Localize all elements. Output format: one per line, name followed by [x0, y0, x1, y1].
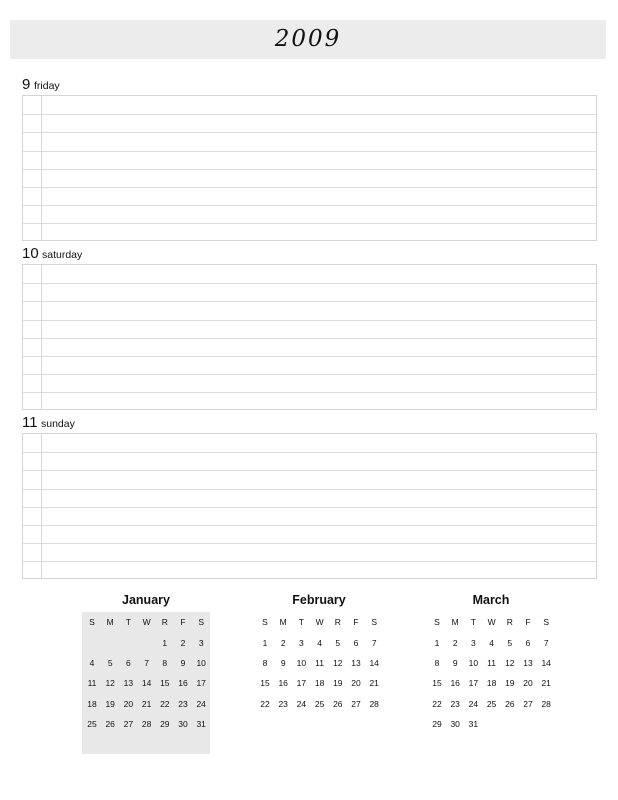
weekday-header: M — [451, 617, 459, 627]
calendar-day: 8 — [162, 658, 168, 669]
calendar-day: 6 — [126, 658, 131, 669]
day-name: friday — [34, 80, 60, 92]
calendar-day: 11 — [87, 678, 97, 689]
ruled-line — [23, 301, 596, 302]
day-number: 10 — [22, 245, 39, 262]
calendar-day: 23 — [178, 698, 188, 709]
weekday-header: R — [334, 617, 341, 627]
calendar-day: 27 — [351, 698, 361, 709]
month-calendar-february — [255, 592, 383, 709]
calendar-day: 3 — [198, 638, 204, 648]
year-title: 2009 — [274, 26, 342, 52]
calendar-day: 5 — [335, 638, 341, 648]
day-name: saturday — [42, 249, 83, 261]
calendar-day: 4 — [489, 638, 494, 648]
calendar-day: 7 — [543, 638, 549, 648]
calendar-day: 19 — [333, 678, 343, 689]
day-header — [22, 76, 597, 95]
calendar-day: 9 — [180, 658, 186, 669]
month-title: March — [472, 593, 510, 607]
calendar-day: 11 — [487, 658, 496, 669]
calendar-day: 13 — [123, 678, 134, 689]
weekday-header: F — [180, 617, 186, 627]
weekday-header: W — [315, 617, 324, 627]
calendar-day: 10 — [296, 658, 307, 669]
calendar-day: 31 — [468, 718, 479, 729]
ruled-line — [23, 470, 596, 471]
day-header — [22, 245, 597, 264]
ruled-line — [23, 543, 596, 544]
calendar-day: 29 — [160, 718, 170, 729]
calendar-day: 12 — [105, 678, 115, 689]
calendar-day: 17 — [468, 678, 479, 689]
calendar-day: 9 — [452, 658, 458, 669]
day-number: 11 — [22, 414, 38, 431]
month-title: January — [122, 593, 170, 607]
calendar-day: 20 — [123, 698, 134, 709]
calendar-day: 3 — [299, 638, 304, 648]
calendar-day: 2 — [452, 638, 458, 648]
calendar-day: 21 — [541, 678, 551, 689]
calendar-day: 14 — [541, 658, 551, 669]
calendar-day: 21 — [141, 698, 152, 709]
calendar-day: 7 — [371, 638, 377, 648]
calendar-day: 18 — [486, 678, 497, 689]
calendar-day: 15 — [432, 678, 442, 689]
calendar-day: 2 — [280, 638, 286, 648]
calendar-day: 26 — [505, 698, 515, 709]
weekday-header: W — [142, 617, 151, 627]
calendar-day: 12 — [333, 658, 343, 669]
calendar-day: 26 — [105, 718, 115, 729]
calendar-day: 27 — [123, 718, 134, 729]
calendar-day: 24 — [296, 698, 307, 709]
weekday-header: S — [89, 617, 95, 627]
ruled-line — [23, 452, 596, 453]
calendar-day: 24 — [196, 698, 206, 709]
calendar-day: 25 — [314, 698, 325, 709]
notes-area[interactable] — [22, 433, 597, 579]
notes-area[interactable] — [22, 264, 597, 410]
calendar-day: 6 — [525, 638, 531, 648]
weekday-header: T — [298, 617, 304, 627]
calendar-day: 11 — [315, 658, 324, 669]
calendar-day: 19 — [505, 678, 515, 689]
ruled-line — [23, 151, 596, 152]
weekday-header: R — [506, 617, 513, 627]
calendar-day: 26 — [333, 698, 343, 709]
weekday-header: T — [125, 617, 131, 627]
calendar-day: 22 — [260, 698, 270, 709]
ruled-line — [23, 223, 596, 224]
ruled-line — [23, 132, 596, 133]
calendar-day: 9 — [280, 658, 286, 669]
weekday-header: S — [371, 617, 378, 627]
calendar-day: 4 — [89, 658, 95, 669]
calendar-day: 17 — [196, 678, 206, 689]
calendar-day: 8 — [262, 658, 268, 669]
calendar-day: 16 — [278, 678, 288, 689]
calendar-day: 30 — [450, 718, 460, 729]
weekday-header: S — [434, 617, 440, 627]
weekday-header: R — [161, 617, 168, 627]
ruled-line — [23, 507, 596, 508]
calendar-day: 3 — [471, 638, 476, 648]
calendar-day: 25 — [486, 698, 497, 709]
calendar-day: 7 — [144, 658, 149, 669]
calendar-day: 18 — [87, 698, 97, 709]
day-header — [22, 414, 597, 433]
calendar-day: 20 — [351, 678, 361, 689]
ruled-line — [23, 489, 596, 490]
calendar-day: 10 — [196, 658, 206, 669]
calendar-day: 14 — [141, 678, 152, 689]
ruled-line — [23, 205, 596, 206]
calendar-day: 1 — [262, 638, 268, 648]
calendar-day: 10 — [468, 658, 479, 669]
calendar-day: 22 — [432, 698, 442, 709]
month-title: February — [292, 593, 346, 607]
calendar-day: 28 — [369, 698, 379, 709]
weekday-header: S — [543, 617, 550, 627]
weekday-header: F — [525, 617, 531, 627]
calendar-day: 15 — [160, 678, 170, 689]
calendar-day: 1 — [434, 638, 440, 648]
calendar-day: 31 — [196, 718, 206, 729]
day-block-3 — [22, 414, 597, 433]
calendar-day: 20 — [523, 678, 533, 689]
ruled-line — [23, 392, 596, 393]
calendar-day: 23 — [450, 698, 460, 709]
calendar-day: 15 — [260, 678, 270, 689]
ruled-line — [23, 169, 596, 170]
year-banner — [10, 20, 606, 59]
ruled-line — [23, 283, 596, 284]
calendar-day: 19 — [105, 698, 115, 709]
notes-area[interactable] — [22, 95, 597, 241]
day-block-2 — [22, 245, 597, 264]
calendar-day: 4 — [317, 638, 322, 648]
calendar-day: 13 — [351, 658, 361, 669]
ruled-line — [23, 356, 596, 357]
calendar-day: 23 — [278, 698, 288, 709]
calendar-day: 25 — [87, 718, 97, 729]
calendar-day: 5 — [507, 638, 513, 648]
month-grid — [427, 612, 555, 754]
calendar-day: 28 — [541, 698, 551, 709]
month-grid — [82, 612, 210, 754]
ruled-line — [23, 338, 596, 339]
calendar-day: 2 — [180, 638, 186, 648]
weekday-header: W — [487, 617, 496, 627]
calendar-day: 12 — [505, 658, 515, 669]
calendar-day: 5 — [107, 658, 113, 669]
ruled-line — [23, 114, 596, 115]
ruled-line — [23, 561, 596, 562]
calendar-day: 30 — [178, 718, 188, 729]
weekday-header: S — [198, 617, 205, 627]
month-calendar-march — [427, 592, 555, 729]
calendar-day: 8 — [434, 658, 440, 669]
calendar-day: 21 — [369, 678, 379, 689]
day-number: 9 — [22, 76, 31, 93]
calendar-day: 24 — [468, 698, 479, 709]
ruled-line — [23, 320, 596, 321]
weekday-header: T — [470, 617, 476, 627]
weekday-header: S — [262, 617, 268, 627]
ruled-line — [23, 187, 596, 188]
ruled-line — [23, 374, 596, 375]
calendar-day: 16 — [450, 678, 460, 689]
calendar-day: 13 — [523, 658, 533, 669]
calendar-day: 17 — [296, 678, 307, 689]
weekday-header: F — [353, 617, 359, 627]
ruled-line — [23, 525, 596, 526]
calendar-day: 1 — [162, 638, 168, 648]
calendar-day: 28 — [141, 718, 152, 729]
calendar-day: 29 — [432, 718, 442, 729]
calendar-day: 16 — [178, 678, 188, 689]
calendar-day: 6 — [353, 638, 359, 648]
day-name: sunday — [41, 418, 75, 430]
calendar-day: 27 — [523, 698, 533, 709]
month-grid — [255, 612, 383, 754]
calendar-day: 14 — [369, 658, 379, 669]
weekday-header: M — [106, 617, 114, 627]
calendar-day: 18 — [314, 678, 325, 689]
weekday-header: M — [279, 617, 287, 627]
day-block-1 — [22, 76, 597, 95]
calendar-day: 22 — [160, 698, 170, 709]
month-calendar-january — [82, 592, 210, 729]
